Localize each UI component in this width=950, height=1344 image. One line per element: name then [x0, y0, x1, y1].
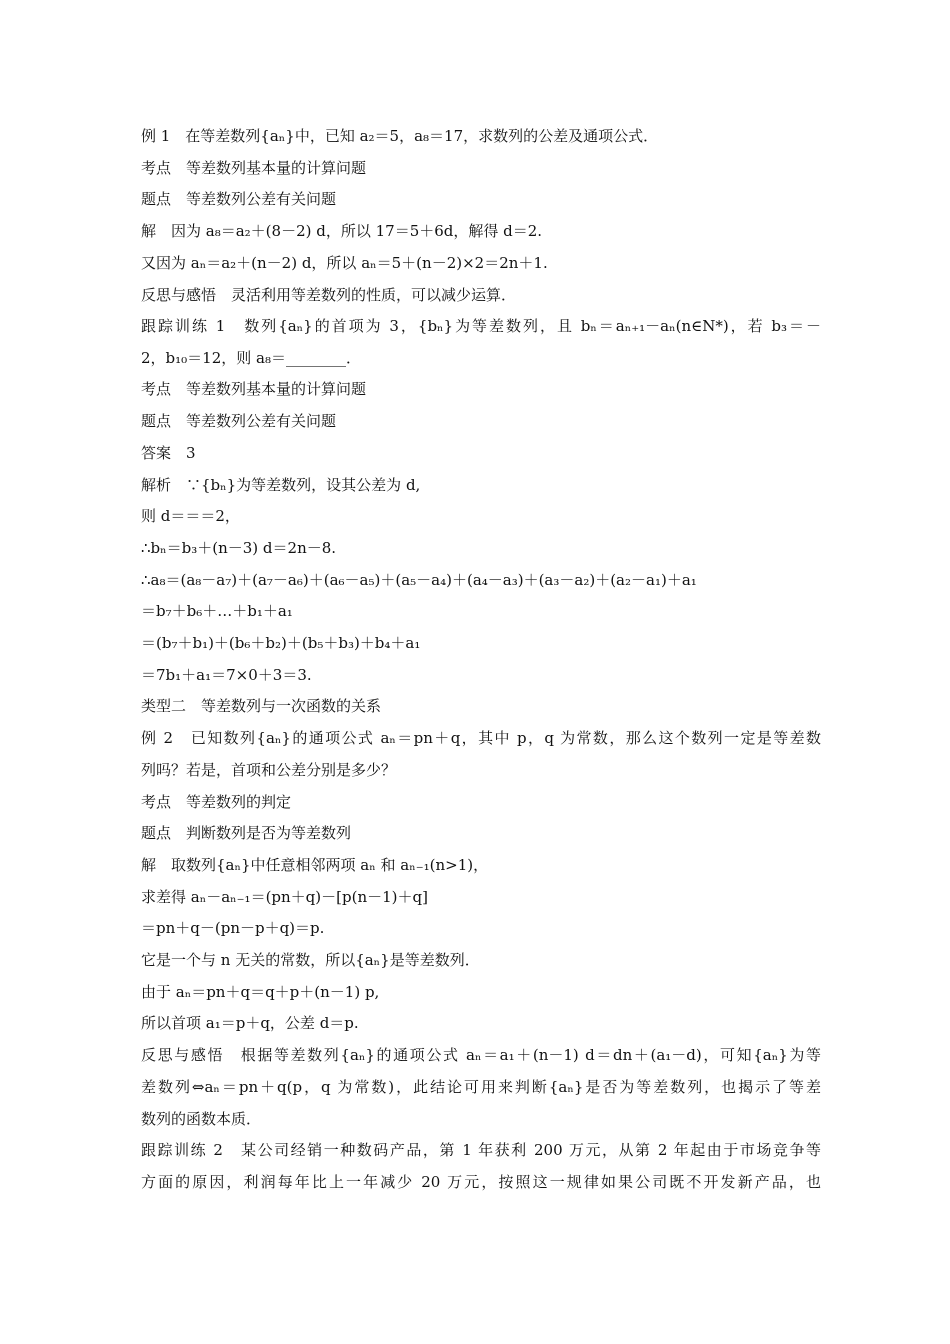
example-2-subtopic: 题点 判断数列是否为等差数列: [141, 824, 352, 842]
example-2-topic: 考点 等差数列的判定: [141, 793, 292, 811]
example-2-problem-line-2: 列吗？若是，首项和公差分别是多少？: [141, 761, 397, 779]
example-2-solution-line-2: 求差得 aₙ－aₙ₋₁＝(pn＋q)－[p(n－1)＋q]: [141, 888, 428, 906]
example-1-problem: 例 1 在等差数列{aₙ}中，已知 a₂＝5，a₈＝17，求数列的公差及通项公式．: [141, 127, 659, 145]
exercise-2-problem-line-1: 跟踪训练 2 某公司经销一种数码产品，第 1 年获利 200 万元，从第 2 年起由于市场竞争等: [141, 1141, 821, 1159]
exercise-1-analysis-line-1: 解析 ∵{bₙ}为等差数列，设其公差为 d,: [141, 476, 421, 494]
example-2-solution-line-5: 由于 aₙ＝pn＋q＝q＋p＋(n－1) p,: [141, 983, 380, 1001]
example-1-solution-line-2: 又因为 aₙ＝a₂＋(n－2) d，所以 aₙ＝5＋(n－2)×2＝2n＋1.: [141, 254, 548, 272]
exercise-1-problem-line-2: 2，b₁₀＝12，则 a₈＝________．: [141, 349, 361, 367]
example-2-reflection-line-2: 差数列⇔aₙ＝pn＋q(p，q 为常数)，此结论可用来判断{aₙ}是否为等差数列，也揭示了等差: [141, 1078, 821, 1096]
example-1-topic: 考点 等差数列基本量的计算问题: [141, 159, 367, 177]
exercise-1-analysis-line-3: ∴bₙ＝b₃＋(n－3) d＝2n－8.: [141, 539, 337, 557]
exercise-1-analysis-line-2: 则 d＝＝＝2，: [141, 507, 240, 525]
exercise-1-topic: 考点 等差数列基本量的计算问题: [141, 380, 367, 398]
example-2-reflection-line-3: 数列的函数本质．: [141, 1110, 262, 1128]
exercise-2-problem-line-2: 方面的原因，利润每年比上一年减少 20 万元，按照这一规律如果公司既不开发新产品，也: [141, 1173, 821, 1191]
exercise-1-analysis-line-5: ＝b₇＋b₆＋…＋b₁＋a₁: [141, 602, 293, 620]
example-2-solution-line-3: ＝pn＋q－(pn－p＋q)＝p.: [141, 919, 325, 937]
exercise-1-analysis-line-7: ＝7b₁＋a₁＝7×0＋3＝3.: [141, 666, 312, 684]
example-2-solution-line-6: 所以首项 a₁＝p＋q，公差 d＝p.: [141, 1014, 359, 1032]
exercise-1-answer: 答案 3: [141, 444, 196, 462]
exercise-1-subtopic: 题点 等差数列公差有关问题: [141, 412, 337, 430]
example-1-solution-line-1: 解 因为 a₈＝a₂＋(8－2) d，所以 17＝5＋6d，解得 d＝2.: [141, 222, 543, 240]
section-heading-type-2: 类型二 等差数列与一次函数的关系: [141, 697, 382, 715]
example-2-reflection-line-1: 反思与感悟 根据等差数列{aₙ}的通项公式 aₙ＝a₁＋(n－1) d＝dn＋(a₁－d)，可知{aₙ}为等: [141, 1046, 821, 1064]
example-2-solution-line-1: 解 取数列{aₙ}中任意相邻两项 aₙ 和 aₙ₋₁(n>1)，: [141, 856, 489, 874]
exercise-1-analysis-line-4: ∴a₈＝(a₈－a₇)＋(a₇－a₆)＋(a₆－a₅)＋(a₅－a₄)＋(a₄－a₃)＋(a₃－a₂)＋(a₂－a₁)＋a₁: [141, 571, 697, 589]
example-2-solution-line-4: 它是一个与 n 无关的常数，所以{aₙ}是等差数列．: [141, 951, 480, 969]
example-1-subtopic: 题点 等差数列公差有关问题: [141, 190, 337, 208]
exercise-1-analysis-line-6: ＝(b₇＋b₁)＋(b₆＋b₂)＋(b₅＋b₃)＋b₄＋a₁: [141, 634, 421, 652]
exercise-1-problem-line-1: 跟踪训练 1 数列{aₙ}的首项为 3，{bₙ}为等差数列，且 bₙ＝aₙ₊₁－aₙ(n∈N*)，若 b₃＝－: [141, 317, 821, 335]
example-2-problem-line-1: 例 2 已知数列{aₙ}的通项公式 aₙ＝pn＋q，其中 p，q 为常数，那么这个数列一定是等差数: [141, 729, 821, 747]
example-1-reflection: 反思与感悟 灵活利用等差数列的性质，可以减少运算．: [141, 286, 517, 304]
